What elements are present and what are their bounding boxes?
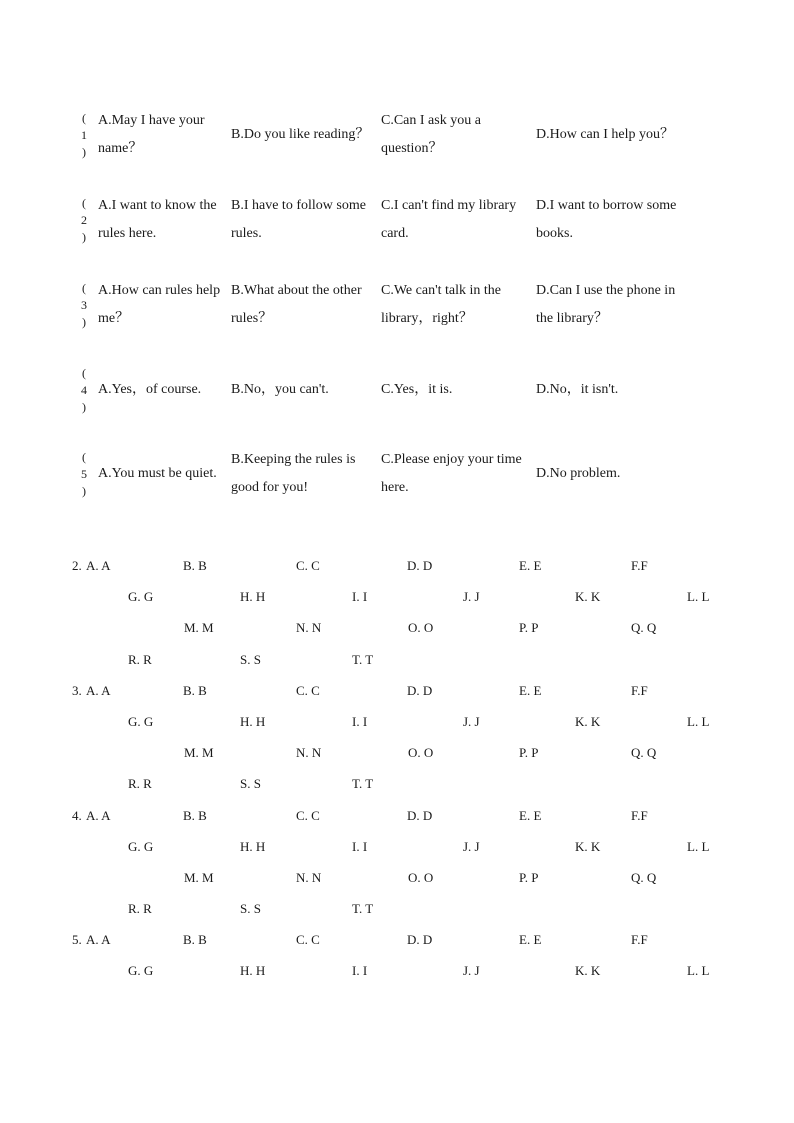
answer-grid-line [72,710,732,741]
question-number: 4. [72,807,82,823]
answer-option: B. B [183,682,207,698]
answer-grid-line [72,585,732,616]
answer-option: C. C [296,558,320,573]
option-b: B.Keeping the rules is good for you! [231,452,356,495]
option-c: C.Yes，it is. [381,382,453,397]
answer-grid-line [72,648,732,679]
option-a: A.You must be quiet. [98,466,217,481]
option-b: B.No，you can't. [231,382,329,397]
answer-option: H. H [240,589,266,605]
answer-option: N. N [296,745,322,761]
answer-option: O. O [408,745,434,761]
option-c: C.Can I ask you a question？ [381,113,481,156]
answer-option: O. O [408,620,434,636]
question-options-table [70,92,690,516]
option-c: C.I can't find my library card. [381,198,517,241]
answer-option: Q. Q [631,745,657,761]
answer-option: H. H [240,713,266,729]
question-number: 2. [72,558,82,573]
answer-grid-line [72,897,732,928]
answer-option: K. K [575,838,601,854]
answer-option: J. J [463,589,480,605]
number: 3 [81,297,87,312]
answer-grid-line [72,616,732,647]
answer-option: D. D [407,558,433,573]
answer-option: E. E [519,558,542,573]
paren-open: ( [82,280,86,295]
answer-option: O. O [408,869,434,885]
answer-option-grid [72,554,732,991]
question-row-5 [70,432,690,516]
option-b: B.Do you like reading？ [231,127,370,142]
answer-option: G. G [128,963,154,979]
answer-option: G. G [128,838,154,854]
answer-option: R. R [128,776,152,792]
answer-grid-line [72,835,732,866]
paren-open: ( [82,195,86,210]
number: 4 [81,382,87,397]
number: 2 [81,212,87,227]
answer-option: C. C [296,932,320,948]
answer-option: F.F [631,807,648,823]
answer-option: L. L [687,963,710,979]
answer-option: S. S [240,776,261,792]
answer-option: I. I [352,963,368,979]
answer-option: H. H [240,838,266,854]
answer-option: A. A [86,932,111,948]
answer-option: P. P [519,620,539,636]
number: 5 [81,466,87,481]
question-row-3 [70,262,690,348]
question-row-4 [70,348,690,432]
answer-option: F.F [631,558,648,573]
paren-close: ) [82,314,86,329]
answer-option: A. A [86,807,111,823]
question-row-1 [70,92,690,178]
answer-option: E. E [519,807,542,823]
answer-option: S. S [240,901,261,917]
answer-option: M. M [184,620,214,636]
answer-grid-line [72,928,732,959]
paren-close: ) [82,483,86,498]
answer-grid-line [72,772,732,803]
answer-option: T. T [352,651,374,667]
paren-close: ) [82,399,86,414]
answer-option: M. M [184,745,214,761]
paren-open: ( [82,110,86,125]
question-number [70,449,98,500]
answer-option: K. K [575,963,601,979]
answer-grid-line [72,679,732,710]
answer-option: E. E [519,682,542,698]
option-d: D.I want to borrow some books. [536,198,677,241]
option-b: B.I have to follow some rules. [231,198,366,241]
answer-option: R. R [128,651,152,667]
option-a: A.I want to know the rules here. [98,198,217,241]
answer-grid-line [72,959,732,990]
answer-option: F.F [631,682,648,698]
answer-option: K. K [575,713,601,729]
paren-open: ( [82,365,86,380]
option-d: D.No problem. [536,466,621,481]
question-number [70,195,98,246]
option-d: D.Can I use the phone in the library？ [536,283,676,326]
answer-option: J. J [463,838,480,854]
option-a: A.May I have your name？ [98,113,205,156]
paren-close: ) [82,144,86,159]
option-c: C.We can't talk in the library，right？ [381,283,501,326]
answer-option: Q. Q [631,869,657,885]
question-number: 5. [72,932,82,948]
answer-option: S. S [240,651,261,667]
answer-option: I. I [352,838,368,854]
answer-option: R. R [128,901,152,917]
number: 1 [81,127,87,142]
answer-option: I. I [352,713,368,729]
answer-option: Q. Q [631,620,657,636]
answer-option: F.F [631,932,648,948]
answer-grid-line [72,741,732,772]
answer-option: E. E [519,932,542,948]
answer-option: T. T [352,776,374,792]
question-number [70,280,98,331]
answer-option: N. N [296,620,322,636]
answer-option: B. B [183,807,207,823]
answer-option: L. L [687,713,710,729]
answer-option: C. C [296,682,320,698]
answer-option: G. G [128,713,154,729]
answer-option: I. I [352,589,368,605]
question-number [70,110,98,161]
answer-option: P. P [519,869,539,885]
answer-option: J. J [463,713,480,729]
answer-option: B. B [183,932,207,948]
answer-option: K. K [575,589,601,605]
paren-close: ) [82,229,86,244]
paren-open: ( [82,449,86,464]
answer-option: M. M [184,869,214,885]
question-row-2 [70,178,690,262]
answer-option: G. G [128,589,154,605]
answer-option: T. T [352,901,374,917]
answer-option: P. P [519,745,539,761]
answer-option: H. H [240,963,266,979]
answer-option: L. L [687,838,710,854]
option-a: A.Yes，of course. [98,382,202,397]
answer-grid-line [72,866,732,897]
option-d: D.How can I help you？ [536,127,675,142]
answer-grid-line [72,804,732,835]
answer-option: C. C [296,807,320,823]
question-number [70,365,98,416]
question-number: 3. [72,682,82,698]
option-a: A.How can rules help me？ [98,283,221,326]
option-b: B.What about the other rules？ [231,283,362,326]
answer-option: A. A [86,558,111,573]
answer-option: L. L [687,589,710,605]
answer-grid-line [72,554,732,585]
answer-option: J. J [463,963,480,979]
answer-option: A. A [86,682,111,698]
answer-option: B. B [183,558,207,573]
answer-option: D. D [407,682,433,698]
answer-option: D. D [407,932,433,948]
option-d: D.No，it isn't. [536,382,619,397]
answer-option: N. N [296,869,322,885]
answer-option: D. D [407,807,433,823]
option-c: C.Please enjoy your time here. [381,452,522,495]
